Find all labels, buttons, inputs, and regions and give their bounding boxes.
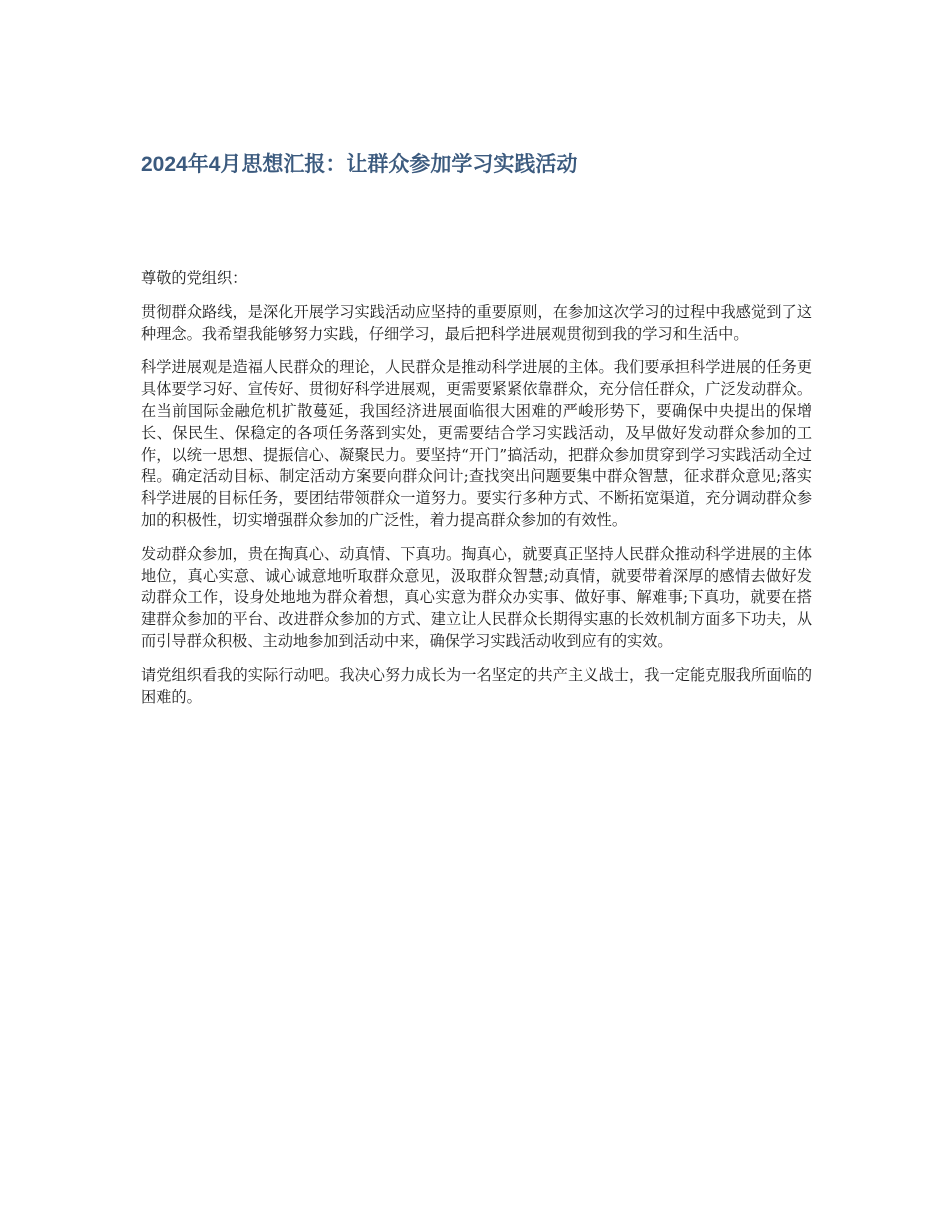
document-title: 2024年4月思想汇报：让群众参加学习实践活动 [141,153,578,176]
paragraph-4: 请党组织看我的实际行动吧。我决心努力成长为一名坚定的共产主义战士，我一定能克服我所面临的困难的。 [141,665,812,706]
document-body [141,268,812,720]
paragraph-2: 科学进展观是造福人民群众的理论，人民群众是推动科学进展的主体。我们要承担科学进展的任务更具体要学习好、宣传好、贯彻好科学进展观，更需要紧紧依靠群众，充分信任群众，广泛发动群众。在当前国际金融危机扩散蔓延，我国经济进展面临很大困难的严峻形势下，要确保中央提出的保增长、保民生、保稳定的各项任务落到实处，更需要结合学习实践活动，及早做好发动群众参加的工作，以统一思想、提振信心、凝聚民力。要坚持“开门”搞活动，把群众参加贯穿到学习实践活动全过程。确定活动目标、制定活动方案要向群众问计;查找突出问题要集中群众智慧，征求群众意见;落实科学进展的目标任务，要团结带领群众一道努力。要实行多种方式、不断拓宽渠道，充分调动群众参加的积极性，切实增强群众参加的广泛性，着力提高群众参加的有效性。 [141,358,812,529]
paragraph-1: 贯彻群众路线，是深化开展学习实践活动应坚持的重要原则，在参加这次学习的过程中我感觉到了这种理念。我希望我能够努力实践，仔细学习，最后把科学进展观贯彻到我的学习和生活中。 [141,302,812,343]
salutation: 尊敬的党组织： [141,269,248,287]
paragraph-3: 发动群众参加，贵在掏真心、动真情、下真功。掏真心，就要真正坚持人民群众推动科学进展的主体地位，真心实意、诚心诚意地听取群众意见，汲取群众智慧;动真情，就要带着深厚的感情去做好发动群众工作，设身处地地为群众着想，真心实意为群众办实事、做好事、解难事;下真功，就要在搭建群众参加的平台、改进群众参加的方式、建立让人民群众长期得实惠的长效机制方面多下功夫，从而引导群众积极、主动地参加到活动中来，确保学习实践活动收到应有的实效。 [141,544,812,650]
